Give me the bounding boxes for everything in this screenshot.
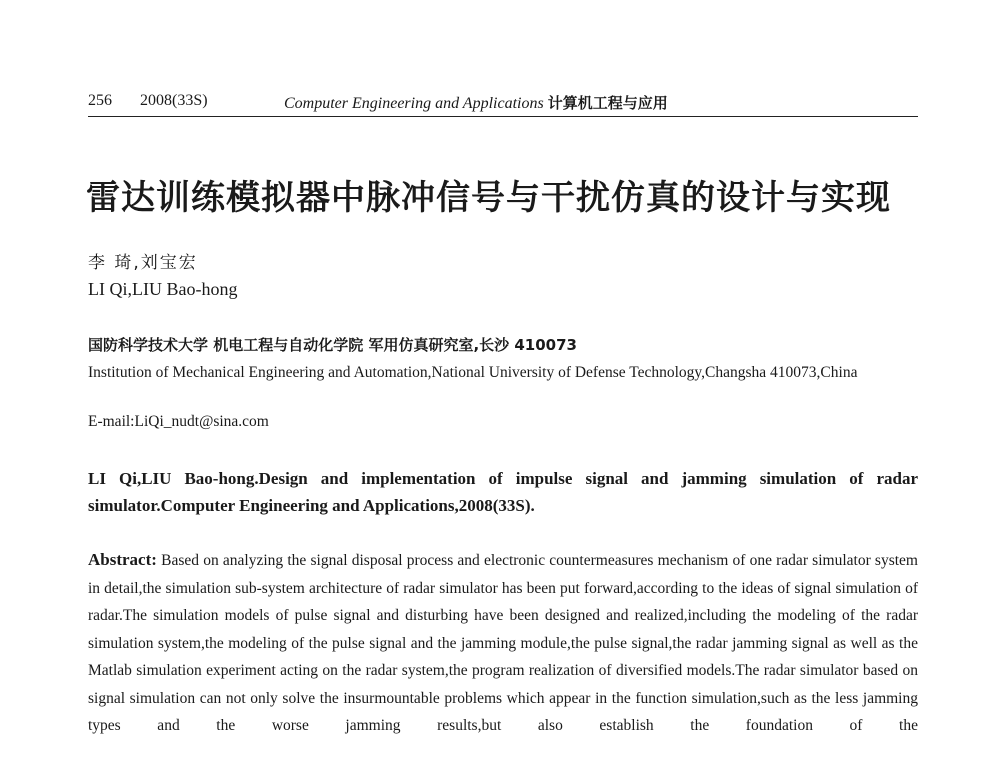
paper-title: 雷达训练模拟器中脉冲信号与干扰仿真的设计与实现: [86, 178, 891, 218]
journal-name-cn: 计算机工程与应用: [547, 94, 668, 112]
running-header: [88, 90, 918, 117]
affiliation-english: Institution of Mechanical Engineering and Automation,National University of Defense Technology,Changsha 410073,China: [88, 364, 858, 381]
authors-chinese: 李 琦,刘宝宏: [88, 253, 198, 273]
author-email: E-mail:LiQi_nudt@sina.com: [88, 413, 269, 430]
abstract-text: Based on analyzing the signal disposal process and electronic countermeasures mechanism of one radar simulator system in detail,the simulation sub-system architecture of radar simulator has been put forward,according to the ideas of signal simulation of radar.The simulation models of pulse signal and disturbing have been designed and realized,including the modeling of the radar simulation system,the modeling of the pulse signal and the jamming module,the pulse signal,the radar jamming signal as well as the Matlab simulation experiment acting on the radar system,the program realization of diversified models.The radar simulator based on signal simulation can not only solve the insurmountable problems which appear in the function simulation,such as the less jamming types and the worse jamming results,but also establish the foundation of the: [88, 552, 918, 734]
abstract-block: [88, 546, 918, 740]
abstract-label: Abstract:: [88, 550, 157, 569]
issue-label: 2008(33S): [140, 92, 208, 109]
page-number: 256: [88, 92, 112, 109]
authors-english: LI Qi,LIU Bao-hong: [88, 279, 238, 299]
citation-reference: LI Qi,LIU Bao-hong.Design and implementation of impulse signal and jamming simulation of radar simulator.Computer Engineering and Applications,2008(33S).: [88, 469, 918, 515]
journal-name: [284, 92, 668, 113]
journal-name-en: Computer Engineering and Applications: [284, 95, 544, 112]
affiliation-chinese: 国防科学技术大学 机电工程与自动化学院 军用仿真研究室,长沙 410073: [88, 336, 577, 354]
